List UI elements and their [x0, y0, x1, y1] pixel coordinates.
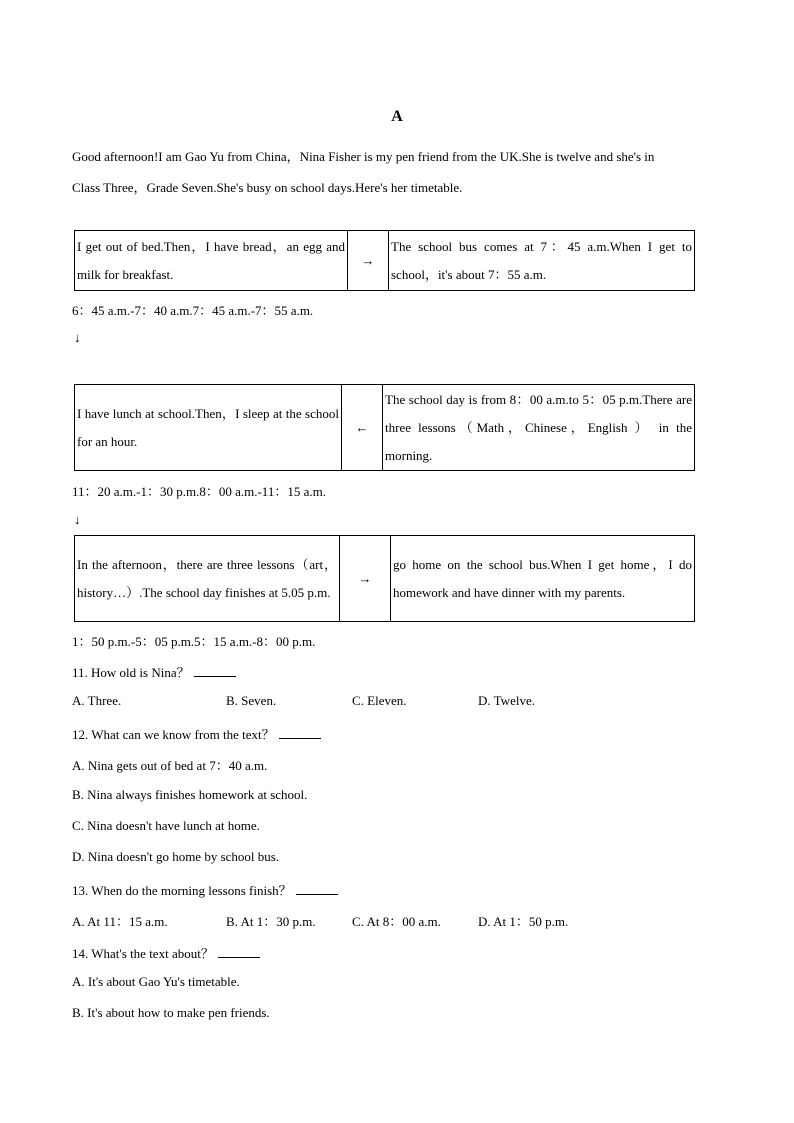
- intro-line-1: Good afternoon!I am Gao Yu from China，Nina Fisher is my pen friend from the UK.She is twelve and she's in: [72, 149, 655, 164]
- timetable-cell-right: The school day is from 8：00 a.m.to 5：05 p.m.There are three lessons（Math，Chinese，English ） in the morning.: [383, 385, 695, 471]
- answer-blank: [296, 884, 338, 895]
- timetable-cell-left: I get out of bed.Then，I have bread，an egg and milk for breakfast.: [75, 231, 348, 291]
- answer-blank: [194, 666, 236, 677]
- right-arrow-icon: →: [348, 231, 389, 291]
- timetable-cell-left: I have lunch at school.Then，I sleep at the school for an hour.: [75, 385, 342, 471]
- question-stem: 14. What's the text about？: [72, 946, 214, 961]
- option: D. Twelve.: [478, 693, 535, 708]
- question-stem: 12. What can we know from the text？: [72, 727, 275, 742]
- question-11: [72, 662, 236, 681]
- option: B. Seven.: [226, 693, 277, 708]
- left-arrow-icon: ←: [342, 385, 383, 471]
- timetable-times-2: 11：20 a.m.-1：30 p.m.8：00 a.m.-11：15 a.m.: [72, 484, 326, 499]
- question-stem: 11. How old is Nina？: [72, 665, 190, 680]
- answer-blank: [218, 947, 260, 958]
- down-arrow-icon: ↓: [74, 330, 81, 345]
- timetable-times-1: 6：45 a.m.-7：40 a.m.7：45 a.m.-7：55 a.m.: [72, 303, 314, 318]
- timetable-row-1: [74, 230, 695, 291]
- option: D. At 1：50 p.m.: [478, 914, 569, 929]
- right-arrow-icon: →: [340, 536, 391, 622]
- timetable-times-3: 1：50 p.m.-5：05 p.m.5：15 a.m.-8：00 p.m.: [72, 634, 316, 649]
- answer-blank: [279, 728, 321, 739]
- option: A. At 11：15 a.m.: [72, 914, 168, 929]
- timetable-cell-left: In the afternoon，there are three lessons（art，history…）.The school day finishes at 5.05 p.m.: [75, 536, 340, 622]
- option: D. Nina doesn't go home by school bus.: [72, 849, 280, 864]
- option: A. It's about Gao Yu's timetable.: [72, 974, 240, 989]
- timetable-row-3: [74, 535, 695, 622]
- option: A. Three.: [72, 693, 122, 708]
- intro-line-2: Class Three，Grade Seven.She's busy on school days.Here's her timetable.: [72, 180, 463, 195]
- passage-title: A: [391, 108, 403, 125]
- question-12: [72, 724, 321, 743]
- option: B. At 1：30 p.m.: [226, 914, 316, 929]
- question-13: [72, 880, 338, 899]
- option: C. At 8：00 a.m.: [352, 914, 441, 929]
- option: C. Eleven.: [352, 693, 407, 708]
- timetable-row-2: [74, 384, 695, 471]
- timetable-cell-right: go home on the school bus.When I get home，I do homework and have dinner with my parents.: [391, 536, 695, 622]
- question-stem: 13. When do the morning lessons finish？: [72, 883, 292, 898]
- timetable-cell-right: The school bus comes at 7：45 a.m.When I get to school，it's about 7：55 a.m.: [389, 231, 695, 291]
- option: C. Nina doesn't have lunch at home.: [72, 818, 260, 833]
- option: A. Nina gets out of bed at 7：40 a.m.: [72, 758, 268, 773]
- option: B. It's about how to make pen friends.: [72, 1005, 270, 1020]
- option: B. Nina always finishes homework at school.: [72, 787, 308, 802]
- question-14: [72, 943, 260, 962]
- down-arrow-icon: ↓: [74, 512, 81, 527]
